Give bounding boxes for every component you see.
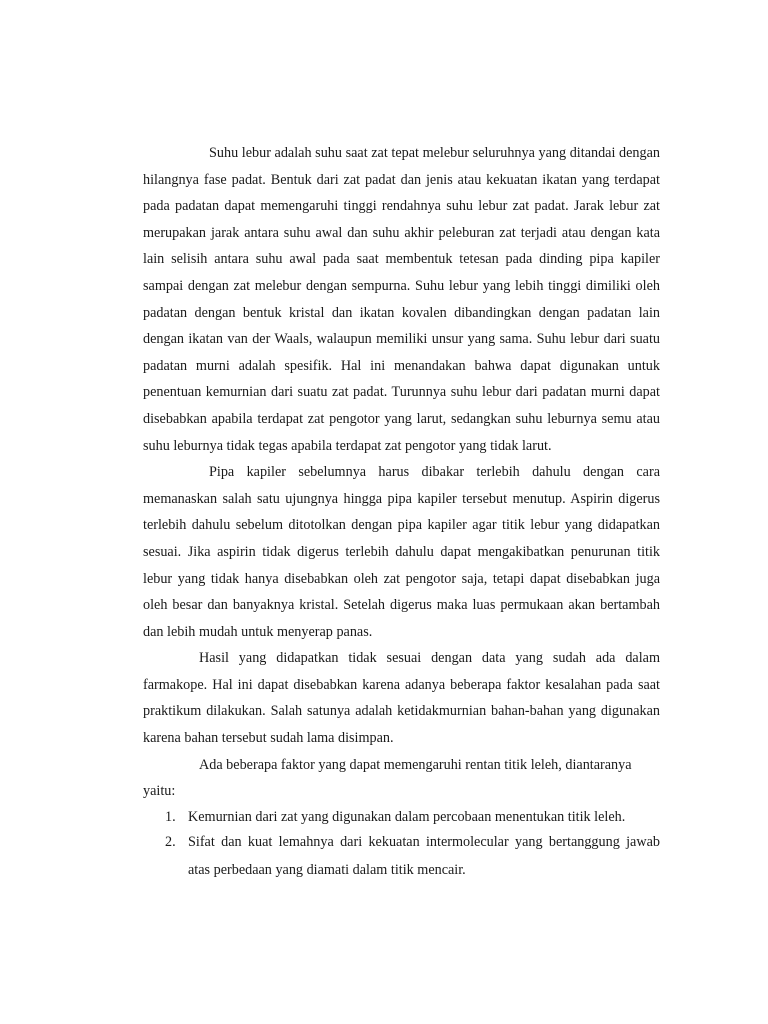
list-item-number: 1. xyxy=(165,808,176,825)
document-page xyxy=(143,140,660,884)
paragraph-capillary-tube: Pipa kapiler sebelumnya harus dibakar terlebih dahulu dengan cara memanaskan salah satu ujungnya hingga pipa kapiler tersebut menutup. Aspirin digerus terlebih dahulu sebelum ditotolkan dengan pipa kapiler agar titik lebur yang didapatkan sesuai. Jika aspirin tidak digerus terlebih dahulu dapat mengakibatkan penurunan titik lebur yang tidak hanya disebabkan oleh zat pengotor saja, tetapi dapat disebabkan juga oleh besar dan banyaknya kristal. Setelah digerus maka luas permukaan akan bertambah dan lebih mudah untuk menyerap panas. xyxy=(143,464,660,640)
list-item-text: Kemurnian dari zat yang digunakan dalam percobaan menentukan titik leleh. xyxy=(188,808,626,825)
paragraph-melting-point: Suhu lebur adalah suhu saat zat tepat melebur seluruhnya yang ditandai dengan hilangnya fase padat. Bentuk dari zat padat dan jenis atau kekuatan ikatan yang terdapat pada padatan dapat memengaruhi tinggi rendahnya suhu lebur zat padat. Jarak lebur zat merupakan jarak antara suhu awal dan suhu akhir peleburan zat terjadi atau dengan kata lain selisih antara suhu awal pada saat membentuk tetesan pada dinding pipa kapiler sampai dengan zat melebur dengan sempurna. Suhu lebur yang lebih tinggi dimiliki oleh padatan dengan bentuk kristal dan ikatan kovalen dibandingkan dengan padatan lain dengan ikatan van der Waals, walaupun memiliki unsur yang sama. Suhu lebur dari suatu padatan murni adalah spesifik. Hal ini menandakan bahwa dapat digunakan untuk penentuan kemurnian dari suatu zat padat. Turunnya suhu lebur dari padatan murni dapat disebabkan apabila terdapat zat pengotor yang larut, sedangkan suhu leburnya semu atau suhu leburnya tidak tegas apabila terdapat zat pengotor yang tidak larut. xyxy=(143,145,660,454)
paragraph-results: Hasil yang didapatkan tidak sesuai dengan data yang sudah ada dalam farmakope. Hal ini dapat disebabkan karena adanya beberapa faktor kesalahan pada saat praktikum dilakukan. Salah satunya adalah ketidakmurnian bahan-bahan yang digunakan karena bahan tersebut sudah lama disimpan. xyxy=(143,650,660,747)
factors-list xyxy=(143,807,660,884)
paragraph-factors-intro: Ada beberapa faktor yang dapat memengaruhi rentan titik leleh, diantaranya yaitu: xyxy=(143,756,632,800)
list-item xyxy=(143,807,660,828)
list-item-number: 2. xyxy=(165,833,176,850)
list-item-text: Sifat dan kuat lemahnya dari kekuatan intermolecular yang bertanggung jawab atas perbedaan yang diamati dalam titik mencair. xyxy=(188,833,660,878)
list-item xyxy=(143,828,660,884)
